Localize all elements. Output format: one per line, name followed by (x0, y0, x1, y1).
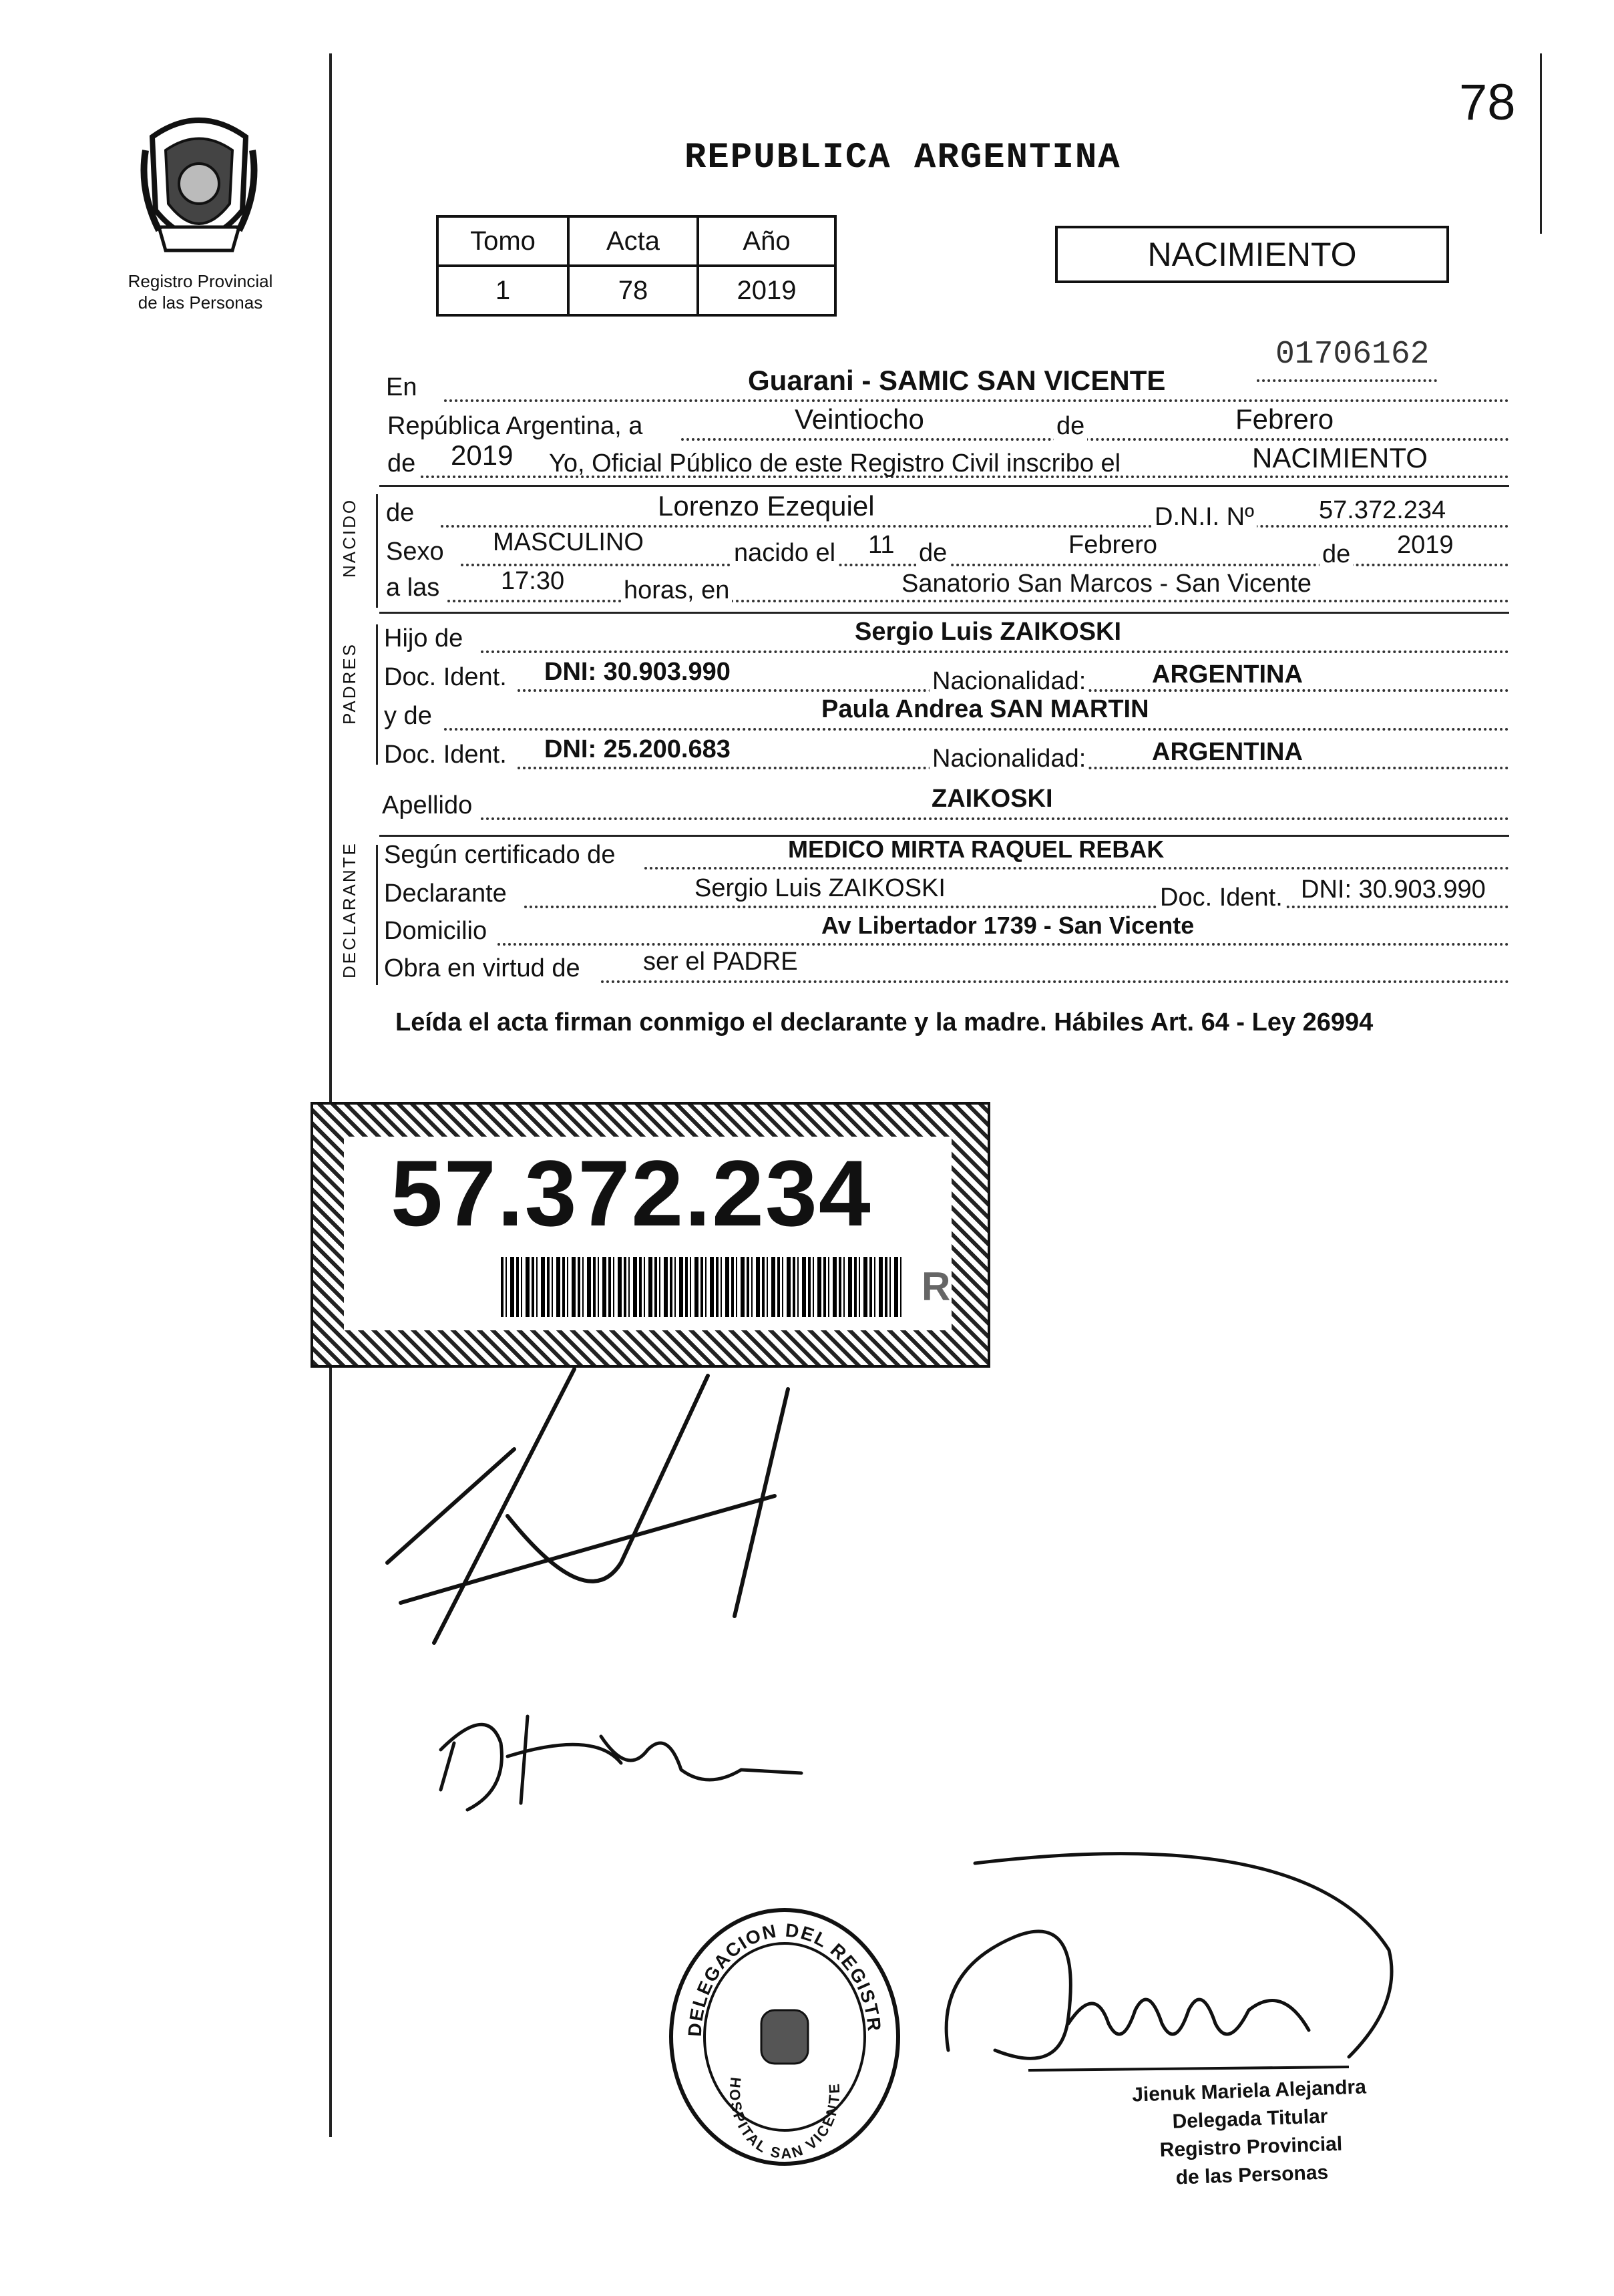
padre-value: Sergio Luis ZAIKOSKI (855, 618, 1122, 646)
seal-inner-text: HOSPITAL SAN VICENTE (726, 2076, 843, 2162)
hora-value: 17:30 (501, 567, 565, 595)
official-name: Jienuk Mariela Alejandra (1131, 2076, 1367, 2106)
republica-month: Febrero (1235, 403, 1334, 435)
dni-sticker-inner (344, 1137, 952, 1330)
nacido-bracket (376, 494, 378, 608)
padre-nac-label: Nacionalidad: (930, 666, 1088, 696)
padre-doc-label: Doc. Ident. (384, 663, 507, 691)
apellido-label: Apellido (382, 791, 473, 819)
left-border-line (329, 53, 332, 2137)
page-title: REPUBLICA ARGENTINA (684, 138, 1121, 178)
signature-madre (427, 1690, 815, 1823)
declarante-dots (524, 906, 1509, 908)
apellido-value: ZAIKOSKI (932, 785, 1053, 813)
official-role: Delegada Titular (1172, 2105, 1328, 2133)
madre-nac-value: ARGENTINA (1152, 738, 1303, 766)
madre-dots (444, 728, 1509, 731)
signature-declarante (361, 1362, 841, 1670)
republica-de-label: de (1054, 411, 1087, 441)
declarante-doc-value: DNI: 30.903.990 (1301, 876, 1486, 904)
domicilio-label: Domicilio (384, 917, 487, 945)
header-acta: Acta (568, 216, 698, 266)
separator-2 (379, 612, 1509, 614)
sexo-value: MASCULINO (493, 528, 644, 556)
obra-label: Obra en virtud de (384, 954, 580, 982)
padre-doc-value: DNI: 30.903.990 (544, 658, 731, 686)
province-emblem (132, 110, 266, 270)
declarante-value: Sergio Luis ZAIKOSKI (694, 874, 946, 902)
padre-nac-value: ARGENTINA (1152, 660, 1303, 689)
obra-value: ser el PADRE (643, 948, 798, 976)
padres-bracket (376, 624, 378, 765)
svg-text:HOSPITAL SAN VICENTE (727, 2076, 843, 2162)
certificado-value: MEDICO MIRTA RAQUEL REBAK (788, 835, 1165, 863)
nacido-mes: Febrero (1068, 531, 1158, 559)
nacido-anio: 2019 (1397, 531, 1454, 559)
dni-value: 57.372.234 (1319, 496, 1446, 524)
year-value: 2019 (451, 439, 514, 471)
right-margin-line (1540, 53, 1542, 234)
certificado-dots (644, 867, 1509, 870)
separator-1 (379, 485, 1509, 487)
registry-seal (661, 1903, 908, 2174)
act-inscribed: NACIMIENTO (1252, 442, 1428, 473)
value-tomo: 1 (437, 266, 568, 315)
year-officer-label: Yo, Oficial Público de este Registro Civil inscribo el (549, 449, 1121, 477)
lugar-value: Sanatorio San Marcos - San Vicente (901, 570, 1312, 598)
nombre-value: Lorenzo Ezequiel (658, 490, 875, 522)
reference-table (436, 215, 837, 317)
official-office: Registro Provincial (1159, 2132, 1343, 2162)
official-office-2: de las Personas (1175, 2161, 1329, 2189)
madre-nac-label: Nacionalidad: (930, 744, 1088, 773)
section-label-padres: PADRES (339, 642, 359, 725)
horas-en-label: horas, en (621, 576, 732, 605)
republica-dots (681, 438, 1509, 441)
registry-label-line2: de las Personas (138, 293, 263, 313)
republica-day: Veintiocho (795, 403, 924, 435)
domicilio-value: Av Libertador 1739 - San Vicente (821, 912, 1195, 939)
nacido-de2-label: de (1320, 540, 1353, 569)
declarante-label: Declarante (384, 880, 507, 908)
page-number: 78 (1459, 74, 1516, 131)
barcode-letter: R (922, 1264, 951, 1309)
act-type: NACIMIENTO (1147, 236, 1357, 273)
hora-label: a las (386, 574, 440, 602)
hora-dots (447, 600, 1509, 602)
header-tomo: Tomo (437, 216, 568, 266)
en-label: En (386, 373, 417, 401)
seal-outer-text: DELEGACION DEL REGISTR (684, 1919, 885, 2038)
nombre-label: de (386, 499, 415, 527)
sexo-label: Sexo (386, 538, 444, 566)
section-label-declarante: DECLARANTE (339, 841, 359, 978)
en-value: Guarani - SAMIC SAN VICENTE (748, 365, 1166, 396)
nacido-dia: 11 (868, 531, 895, 559)
dni-label: D.N.I. Nº (1152, 502, 1257, 532)
madre-value: Paula Andrea SAN MARTIN (821, 695, 1149, 723)
dni-sticker (311, 1102, 990, 1368)
apellido-dots (481, 817, 1509, 820)
nacido-de-label: de (916, 538, 950, 568)
madre-doc-label: Doc. Ident. (384, 741, 507, 769)
registry-label-line1: Registro Provincial (128, 271, 273, 291)
declarante-doc-label: Doc. Ident. (1157, 883, 1285, 912)
obra-dots (601, 980, 1509, 983)
declarante-bracket (376, 845, 378, 985)
section-label-nacido: NACIDO (339, 498, 359, 578)
dni-sticker-number: 57.372.234 (391, 1141, 872, 1246)
padre-dots (481, 650, 1509, 653)
official-stamp (1068, 2071, 1433, 2196)
serial-underline (1257, 379, 1437, 382)
value-acta: 78 (568, 266, 698, 315)
nacido-el-label: nacido el (731, 538, 838, 568)
padre-label: Hijo de (384, 624, 463, 652)
domicilio-dots (497, 943, 1509, 946)
emblem-caption (120, 270, 280, 313)
value-anio: 2019 (698, 266, 835, 315)
en-dots (444, 399, 1509, 402)
serial-number: 01706162 (1275, 337, 1430, 373)
republica-label: República Argentina, a (387, 412, 643, 440)
act-type-box (1055, 226, 1449, 283)
header-anio: Año (698, 216, 835, 266)
signature-official (935, 1850, 1429, 2104)
year-label: de (387, 449, 416, 477)
madre-doc-value: DNI: 25.200.683 (544, 735, 731, 763)
closing-note: Leída el acta firman conmigo el declarante y la madre. Hábiles Art. 64 - Ley 26994 (395, 1008, 1374, 1036)
madre-label: y de (384, 702, 432, 730)
certificado-label: Según certificado de (384, 841, 616, 869)
dni-barcode (501, 1257, 901, 1317)
